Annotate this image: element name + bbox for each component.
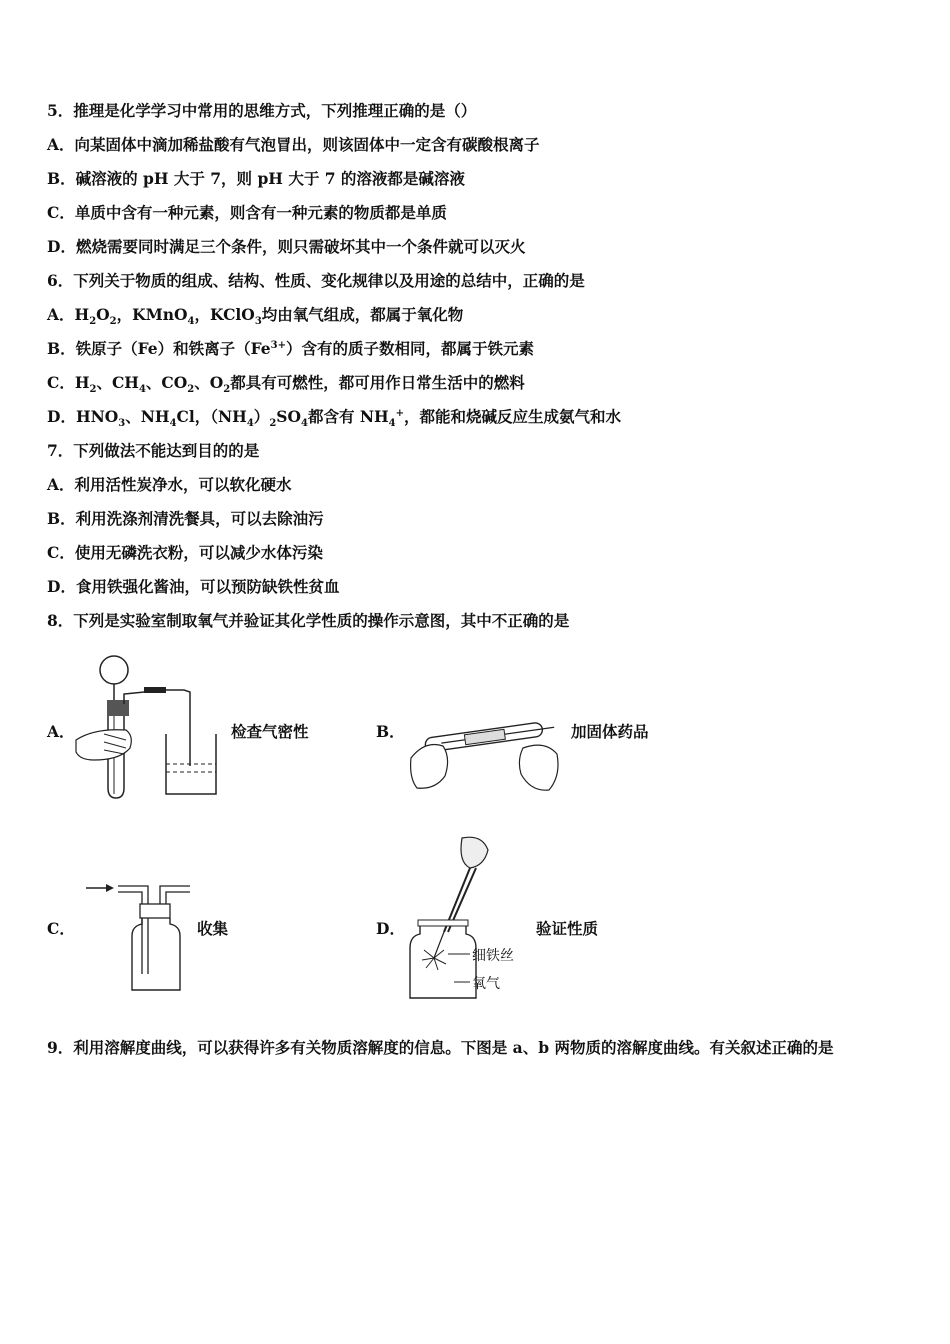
- q7-option-c: C．使用无磷洗衣粉，可以减少水体污染: [47, 543, 323, 562]
- q5-option-d: D．燃烧需要同时满足三个条件，则只需破坏其中一个条件就可以灭火: [47, 237, 526, 256]
- q7-option-d: D．食用铁强化酱油，可以预防缺铁性贫血: [47, 577, 340, 596]
- q6-option-d: D．$HNO_3$、$NH_4Cl$，$(NH_4)_2SO_4$都含有 $NH_4^+$，都能和烧碱反应生成氨气和水: [47, 407, 622, 430]
- q8-option-c-letter: C．: [47, 919, 75, 938]
- iron-wire-label: 细铁丝: [472, 948, 514, 964]
- q8-option-a-letter: A．: [47, 722, 75, 741]
- q5-option-b: B．碱溶液的 pH 大于 7，则 pH 大于 7 的溶液都是碱溶液: [47, 169, 465, 188]
- q5-stem: 5．推理是化学学习中常用的思维方式，下列推理正确的是（）: [47, 101, 477, 120]
- oxygen-label: 氧气: [472, 976, 500, 992]
- q7-stem: 7．下列做法不能达到目的的是: [47, 441, 260, 460]
- q5-option-a: A．向某固体中滴加稀盐酸有气泡冒出，则该固体中一定含有碳酸根离子: [47, 135, 540, 154]
- q8-stem: 8．下列是实验室制取氧气并验证其化学性质的操作示意图，其中不正确的是: [47, 611, 570, 630]
- q8-option-b-caption: 加固体药品: [571, 722, 649, 741]
- q7-option-b: B．利用洗涤剂清洗餐具，可以去除油污: [47, 509, 324, 528]
- q5-option-c: C．单质中含有一种元素，则含有一种元素的物质都是单质: [47, 203, 447, 222]
- add-solid-figure: [405, 718, 565, 796]
- verify-property-figure: [404, 832, 534, 1004]
- q6-stem: 6．下列关于物质的组成、结构、性质、变化规律以及用途的总结中，正确的是: [47, 271, 585, 290]
- q8-option-a-caption: 检查气密性: [231, 722, 309, 741]
- q9-stem: 9．利用溶解度曲线，可以获得许多有关物质溶解度的信息。下图是 a、b 两物质的溶解度曲线。有关叙述正确的是: [47, 1038, 834, 1057]
- q6-option-c: C．$H_2$、$CH_4$、$CO_2$、$O_2$都具有可燃性，都可用作日常生活中的燃料: [47, 373, 525, 396]
- q6-option-b: B．铁原子（Fe）和铁离子$(Fe^{3+})$含有的质子数相同，都属于铁元素: [47, 339, 534, 358]
- q7-option-a: A．利用活性炭净水，可以软化硬水: [47, 475, 292, 494]
- airtightness-check-figure: [74, 648, 224, 800]
- q6-option-a: A．$H_2O_2$，KMnO$_4$，KClO$_3$均由氧气组成，都属于氧化物: [47, 305, 464, 328]
- q8-option-d-caption: 验证性质: [536, 919, 599, 938]
- q8-option-d-letter: D．: [376, 919, 405, 938]
- gas-collection-figure: [84, 878, 194, 994]
- q8-option-b-letter: B．: [376, 722, 405, 741]
- q8-option-c-caption: 收集: [197, 919, 229, 938]
